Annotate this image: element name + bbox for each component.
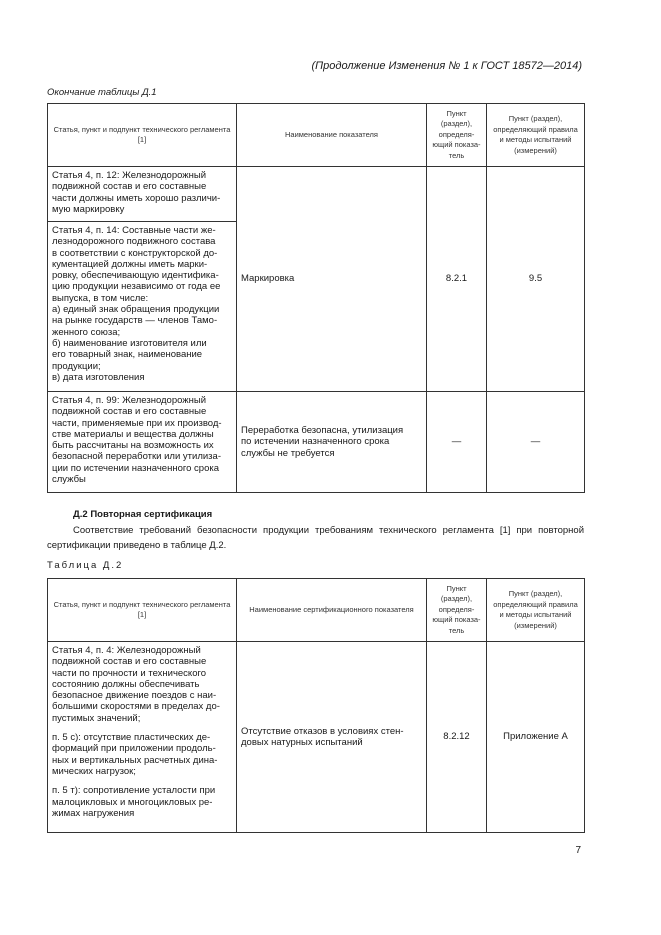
text-line: службы не требуется xyxy=(241,447,335,459)
text-line: п. 5 т): сопротивление усталости при xyxy=(52,785,216,797)
text-line: состоянию должны обеспечивать xyxy=(52,678,200,690)
table-row xyxy=(48,642,585,833)
text-line: части по прочности и технического xyxy=(52,667,207,679)
text-line: подвижной состав и его составные xyxy=(52,181,207,193)
continuation-header: (Продолжение Изменения № 1 к ГОСТ 18572—2014) xyxy=(311,60,582,72)
text-line: пустимых значений; xyxy=(52,712,141,724)
table2-header-row xyxy=(48,579,585,642)
text-line: службы xyxy=(52,474,86,486)
table1-indicator-cell xyxy=(237,392,427,493)
table1-header-row xyxy=(48,104,585,167)
table2-header-point: Пункт (раздел), определя-ющий показа-тель xyxy=(427,579,487,642)
section-title: Д.2 Повторная сертификация xyxy=(73,509,213,520)
text-line: части, применяемые при их производ- xyxy=(52,417,222,429)
table1-header-method: Пункт (раздел), определяющий правила и методы испытаний (измерений) xyxy=(487,104,585,167)
text-line: п. 5 с): отсутствие пластических де- xyxy=(52,732,211,744)
text-line: а) единый знак обращения продукции xyxy=(52,304,220,316)
text-line: его товарный знак, наименование xyxy=(52,349,203,361)
table2-header-indicator: Наименование сертификационного показателя xyxy=(237,579,427,642)
text-line: стве материалы и вещества должны xyxy=(52,428,214,440)
text-line: Статья 4, п. 4: Железнодорожный xyxy=(52,645,201,656)
text-line: безопасной переработки или утилиза- xyxy=(52,451,221,463)
text-line: в) дата изготовления xyxy=(52,371,145,383)
table2-method-cell: Приложение А xyxy=(487,642,585,833)
table2-caption: Таблица Д.2 xyxy=(47,560,124,571)
text-line: мических нагрузок; xyxy=(52,765,136,777)
table1-point-cell: — xyxy=(427,392,487,493)
table-row xyxy=(48,392,585,493)
table1-indicator-merged: Маркировка xyxy=(237,167,427,392)
text-line: безопасное движение поездов с наи- xyxy=(52,690,217,702)
text-line: Отсутствие отказов в условиях стен- xyxy=(241,725,404,737)
table1-point-merged: 8.2.1 xyxy=(427,167,487,392)
paragraph-gap xyxy=(52,777,232,785)
paragraph-gap xyxy=(52,724,232,732)
text-line: цию продукции независимо от года ее xyxy=(52,281,221,293)
table1-header-indicator: Наименование показателя xyxy=(237,104,427,167)
page-number: 7 xyxy=(575,845,581,856)
text-line: ции по истечении назначенного срока xyxy=(52,462,220,474)
table1-article-cell xyxy=(48,222,237,392)
text-line: кументацией должны иметь марки- xyxy=(52,258,208,270)
table1-article-cell xyxy=(48,167,237,222)
table1-article-cell xyxy=(48,392,237,493)
text-line: мую маркировку xyxy=(52,203,125,215)
text-line: по истечении назначенного срока xyxy=(241,436,390,448)
table2-point-cell: 8.2.12 xyxy=(427,642,487,833)
text-line: ных и вертикальных расчетных дина- xyxy=(52,754,218,766)
text-line: выпуска, в том числе: xyxy=(52,292,149,304)
text-line: быть рассчитаны на возможность их xyxy=(52,440,214,452)
text-line: довых натурных испытаний xyxy=(241,737,363,748)
table-d1 xyxy=(47,103,585,493)
text-line: Переработка безопасна, утилизация xyxy=(241,425,404,437)
text-line: продукции; xyxy=(52,360,101,372)
text-line: Статья 4, п. 14: Составные части же- xyxy=(52,225,216,236)
text-line: женного союза; xyxy=(52,326,121,338)
text-line: большими скоростями в пределах до- xyxy=(52,701,220,713)
text-line: Статья 4, п. 99: Железнодорожный xyxy=(52,395,207,406)
text-line: подвижной состав и его составные xyxy=(52,656,207,668)
table-d2 xyxy=(47,578,585,833)
text-line: части должны иметь хорошо различи- xyxy=(52,192,221,204)
text-line: жимах нагружения xyxy=(52,807,135,819)
text-line: на рынке государств — членов Тамо- xyxy=(52,315,218,327)
text-line: в соответствии с конструкторской до- xyxy=(52,247,218,259)
text-line: ровку, обеспечивающую идентифика- xyxy=(52,270,219,282)
table1-header-point: Пункт (раздел), определя-ющий показа-тель xyxy=(427,104,487,167)
text-line: формаций при приложении продоль- xyxy=(52,743,216,755)
table2-indicator-cell xyxy=(237,642,427,833)
table1-header-article: Статья, пункт и подпункт технического регламента [1] xyxy=(48,104,237,167)
table1-caption: Окончание таблицы Д.1 xyxy=(47,87,157,98)
text-line: лезнодорожного подвижного состава xyxy=(52,236,216,248)
table1-method-merged: 9.5 xyxy=(487,167,585,392)
text-line: малоцикловых и многоцикловых ре- xyxy=(52,796,213,808)
text-line: б) наименование изготовителя или xyxy=(52,337,207,349)
table2-article-cell xyxy=(48,642,237,833)
table2-header-article: Статья, пункт и подпункт технического регламента [1] xyxy=(48,579,237,642)
table2-header-method: Пункт (раздел), определяющий правила и методы испытаний (измерений) xyxy=(487,579,585,642)
section-paragraph: Соответствие требований безопасности продукции требованиям технического регламента [1] при повторной сертификации приведено в таблице Д.2. xyxy=(47,525,584,551)
text-line: Статья 4, п. 12: Железнодорожный xyxy=(52,170,207,181)
table1-method-cell: — xyxy=(487,392,585,493)
table-row xyxy=(48,167,585,222)
text-line: подвижной состав и его составные xyxy=(52,406,207,418)
